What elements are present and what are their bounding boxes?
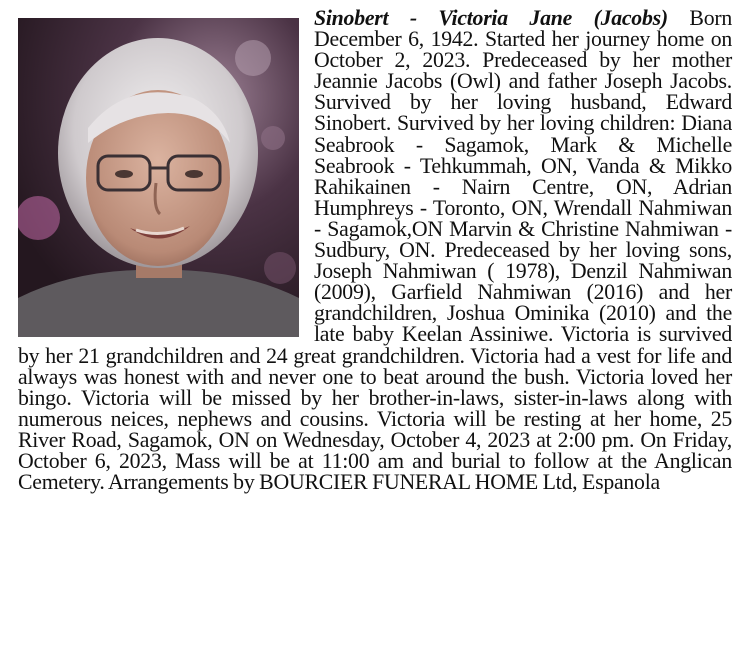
obituary-paragraph: Born December 6, 1942. Started her journey home on October 2, 2023. Predeceased by her mother Jeannie Jacobs (Owl) and father Joseph Jacobs. Survived by her loving husband, Edward Sinobert. Survived by her loving children: Diana Seabrook - Sagamok, Mark & Michelle Seabrook - Tehkummah, ON, Vanda & Mikko Rahikainen - Nairn Centre, ON, Adrian Humphreys - Toronto, ON, Wrendall Nahmiwan - Sagamok,ON Marvin & Christine Nahmiwan - Sudbury, ON. Predeceased by her loving sons, Joseph Nahmiwan ( 1978), Denzil Nahmiwan (2009), Garfield Nahmiwan (2016) and her grandchildren, Joshua Ominika (2010) and the late baby Keelan Assiniwe. Victoria is survived by her 21 grandchildren and 24 great grandchildren. Victoria had a vest for life and always was honest with and never one to beat around the bush. Victoria loved her bingo. Victoria will be missed by her brother-in-laws, sister-in-laws along with numerous neices, nephews and cousins. Victoria will be resting at her home, 25 River Road, Sagamok, ON on Wednesday, October 4, 2023 at 2:00 pm. On Friday, October 6, 2023, Mass will be at 11:00 am and burial to follow at the Anglican Cemetery. Arrangements by BOURCIER FUNERAL HOME Ltd, Espanola: [18, 6, 732, 495]
obituary-heading: Sinobert - Victoria Jane (Jacobs): [314, 6, 690, 30]
portrait-photo: [18, 18, 299, 337]
portrait-illustration: [18, 18, 299, 337]
